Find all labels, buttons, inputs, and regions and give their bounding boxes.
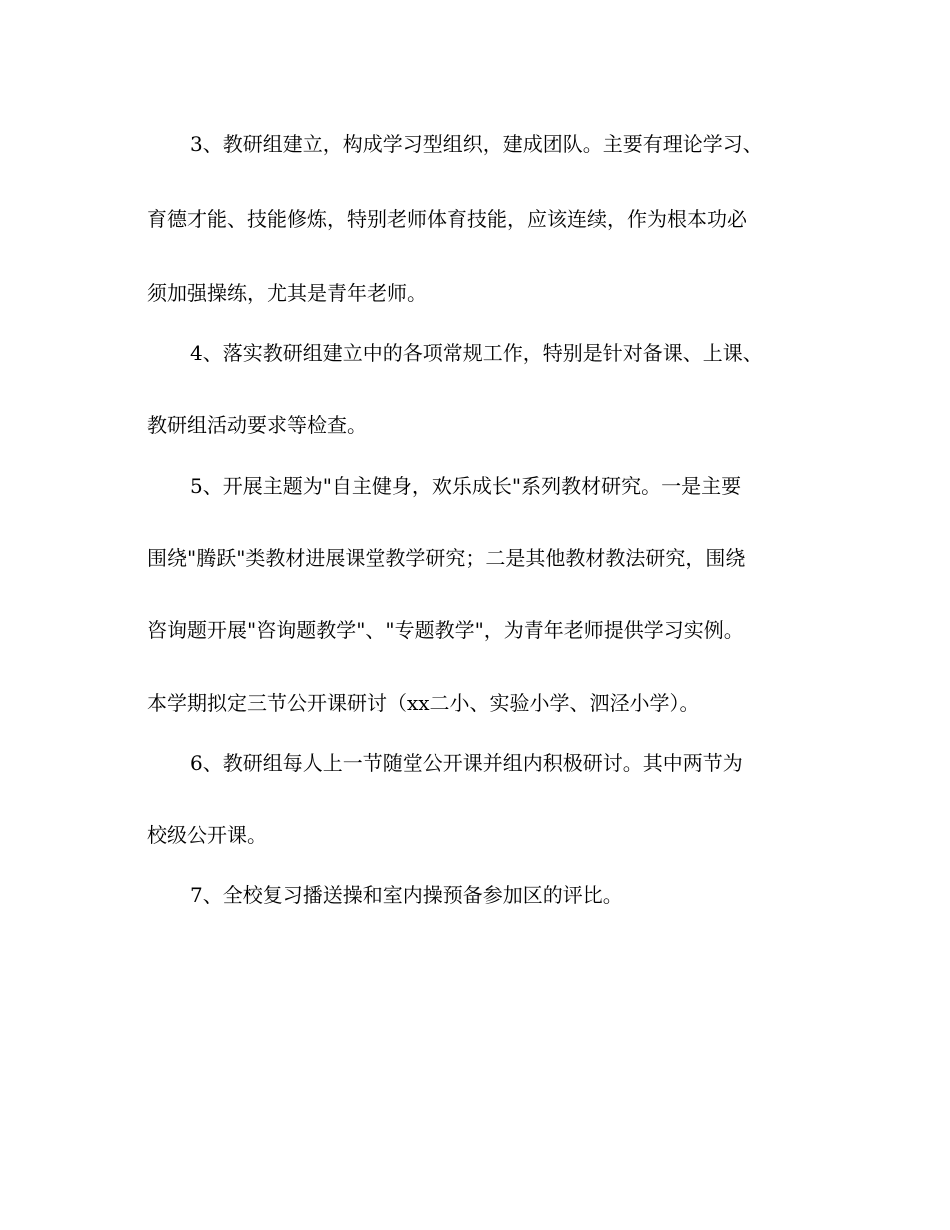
paragraph-4-line-2: 教研组活动要求等检查。 (147, 413, 367, 437)
paragraph-5-line-3: 咨询题开展"咨询题教学"、"专题教学"，为青年老师提供学习实例。 (147, 618, 744, 642)
paragraph-5-line-1: 5、开展主题为"自主健身，欢乐成长"系列教材研究。一是主要 (190, 474, 742, 498)
paragraph-7-line-1: 7、全校复习播送操和室内操预备参加区的评比。 (190, 883, 623, 907)
paragraph-6-line-1: 6、教研组每人上一节随堂公开课并组内积极研讨。其中两节为 (190, 751, 743, 775)
paragraph-3-line-2: 育德才能、技能修炼，特别老师体育技能，应该连续，作为根本功必 (147, 207, 747, 231)
paragraph-6-line-2: 校级公开课。 (147, 823, 267, 847)
paragraph-3-line-3: 须加强操练，尤其是青年老师。 (147, 281, 427, 305)
paragraph-5-line-2: 围绕"腾跃"类教材进展课堂教学研究；二是其他教材教法研究，围绕 (147, 546, 746, 570)
paragraph-5-line-4: 本学期拟定三节公开课研讨（xx二小、实验小学、泗泾小学）。 (147, 691, 700, 715)
paragraph-4-line-1: 4、落实教研组建立中的各项常规工作，特别是针对备课、上课、 (190, 341, 763, 365)
paragraph-3-line-1: 3、教研组建立，构成学习型组织，建成团队。主要有理论学习、 (190, 132, 763, 156)
